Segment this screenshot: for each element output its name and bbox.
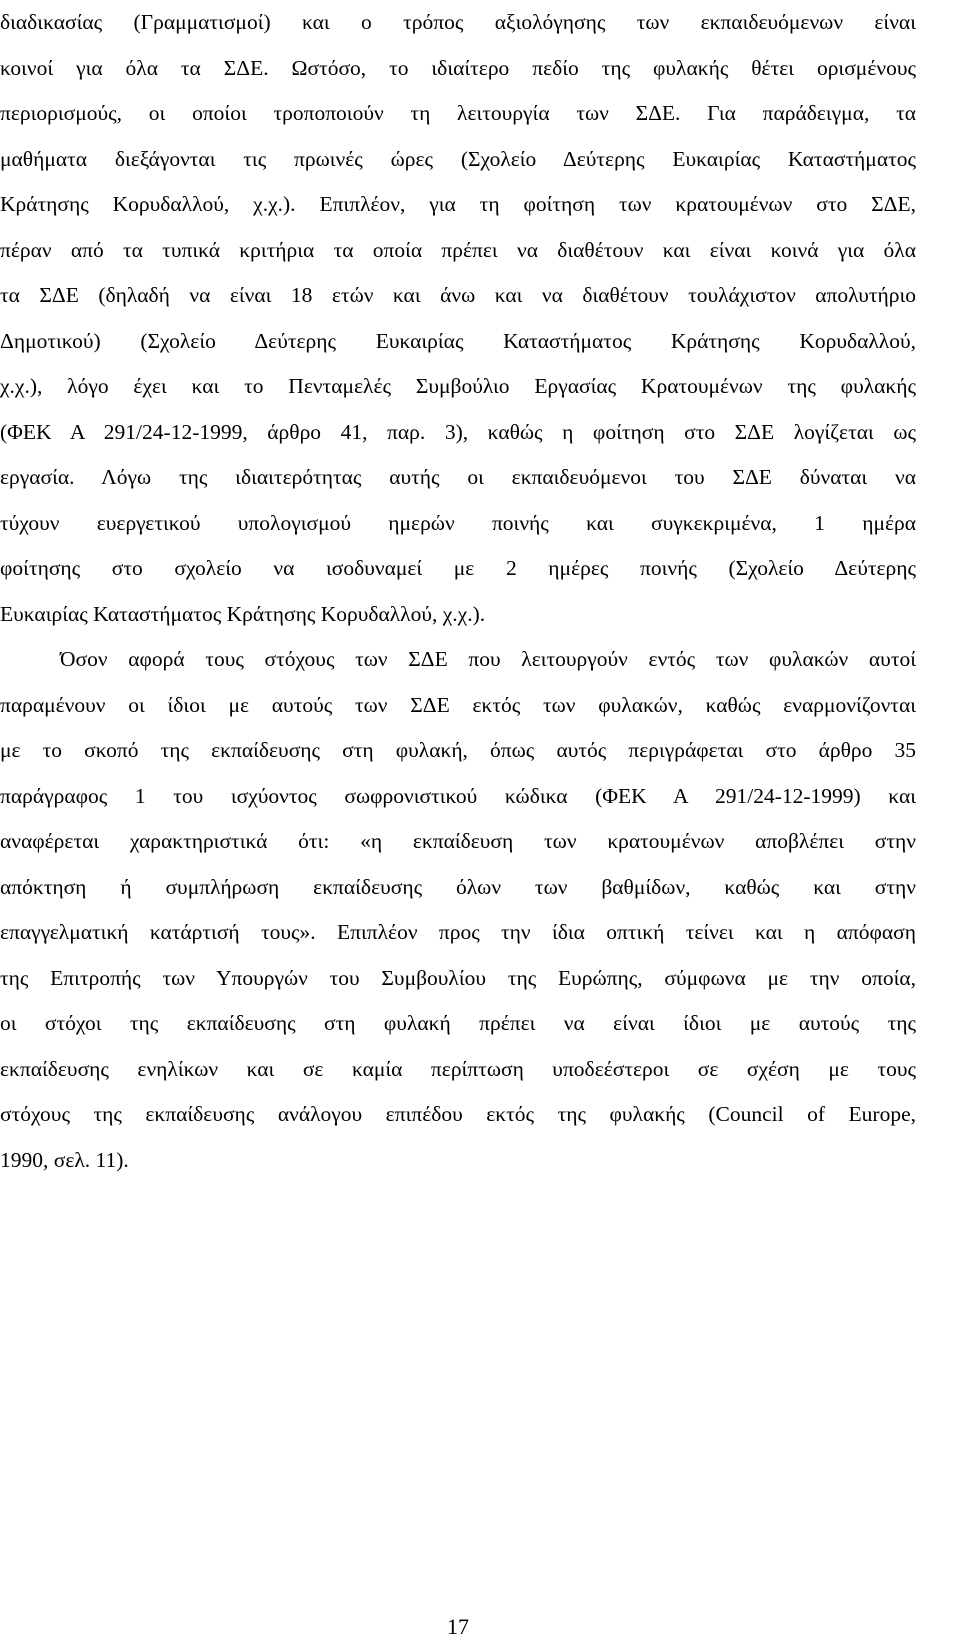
text-line: επαγγελματική κατάρτισή τους». Επιπλέον προς την ίδια οπτική τείνει και η απόφαση <box>0 920 916 944</box>
text-line: Ευκαιρίας Καταστήματος Κράτησης Κορυδαλλού, χ.χ.). <box>0 601 486 626</box>
text-line: 1990, σελ. 11). <box>0 1147 129 1172</box>
text-line: Δημοτικού) (Σχολείο Δεύτερης Ευκαιρίας Καταστήματος Κράτησης Κορυδαλλού, <box>0 328 916 353</box>
text-line: Όσον αφορά τους στόχους των ΣΔΕ που λειτουργούν εντός των φυλακών αυτοί <box>60 647 916 671</box>
text-line: πέραν από τα τυπικά κριτήρια τα οποία πρέπει να διαθέτουν και είναι κοινά για όλα <box>0 237 916 262</box>
paragraph-2 <box>0 637 916 1183</box>
text-line: με το σκοπό της εκπαίδευσης στη φυλακή, όπως αυτός περιγράφεται στο άρθρο 35 <box>0 738 916 762</box>
text-line: απόκτηση ή συμπλήρωση εκπαίδευσης όλων των βαθμίδων, καθώς και στην <box>0 874 916 899</box>
text-line: Κράτησης Κορυδαλλού, χ.χ.). Επιπλέον, για τη φοίτηση των κρατουμένων στο ΣΔΕ, <box>0 192 916 216</box>
text-line: χ.χ.), λόγο έχει και το Πενταμελές Συμβούλιο Εργασίας Κρατουμένων της φυλακής <box>0 374 916 398</box>
paragraph-1 <box>0 0 916 637</box>
text-line: (ΦΕΚ Α 291/24-12-1999, άρθρο 41, παρ. 3), καθώς η φοίτηση στο ΣΔΕ λογίζεται ως <box>0 419 916 444</box>
text-line: φοίτησης στο σχολείο να ισοδυναμεί με 2 ημέρες ποινής (Σχολείο Δεύτερης <box>0 556 916 580</box>
text-line: στόχους της εκπαίδευσης ανάλογου επιπέδου εκτός της φυλακής (Council of Europe, <box>0 1102 916 1126</box>
text-line: εκπαίδευσης ενηλίκων και σε καμία περίπτωση υποδεέστεροι σε σχέση με τους <box>0 1056 916 1081</box>
text-line: παραμένουν οι ίδιοι με αυτούς των ΣΔΕ εκτός των φυλακών, καθώς εναρμονίζονται <box>0 692 916 717</box>
text-line: μαθήματα διεξάγονται τις πρωινές ώρες (Σχολείο Δεύτερης Ευκαιρίας Καταστήματος <box>0 146 916 171</box>
text-line: διαδικασίας (Γραμματισμοί) και ο τρόπος αξιολόγησης των εκπαιδευόμενων είναι <box>0 10 916 34</box>
text-line: αναφέρεται χαρακτηριστικά ότι: «η εκπαίδευση των κρατουμένων αποβλέπει στην <box>0 829 916 853</box>
text-line: τα ΣΔΕ (δηλαδή να είναι 18 ετών και άνω και να διαθέτουν τουλάχιστον απολυτήριο <box>0 283 916 307</box>
text-line: παράγραφος 1 του ισχύοντος σωφρονιστικού κώδικα (ΦΕΚ Α 291/24-12-1999) και <box>0 783 916 808</box>
text-line: οι στόχοι της εκπαίδευσης στη φυλακή πρέπει να είναι ίδιοι με αυτούς της <box>0 1011 916 1035</box>
text-line: τύχουν ευεργετικού υπολογισμού ημερών ποινής και συγκεκριμένα, 1 ημέρα <box>0 510 916 535</box>
text-line: εργασία. Λόγω της ιδιαιτερότητας αυτής οι εκπαιδευόμενοι του ΣΔΕ δύναται να <box>0 465 916 489</box>
text-line: περιορισμούς, οι οποίοι τροποποιούν τη λειτουργία των ΣΔΕ. Για παράδειγμα, τα <box>0 101 916 125</box>
page-number: 17 <box>447 1614 469 1639</box>
text-line: της Επιτροπής των Υπουργών του Συμβουλίου της Ευρώπης, σύμφωνα με την οποία, <box>0 965 916 990</box>
text-line: κοινοί για όλα τα ΣΔΕ. Ωστόσο, το ιδιαίτερο πεδίο της φυλακής θέτει ορισμένους <box>0 55 916 80</box>
